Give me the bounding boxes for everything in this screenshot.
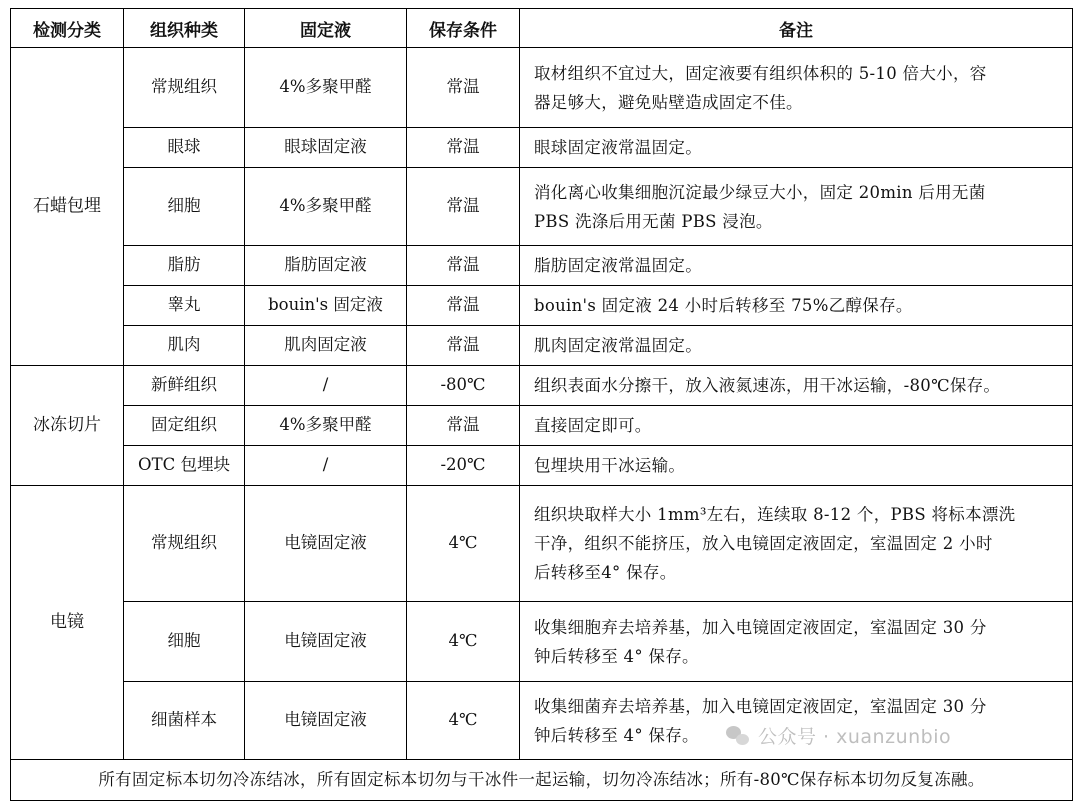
- header-category: 检测分类: [11, 9, 124, 48]
- note-line: 眼球固定液常温固定。: [534, 138, 702, 157]
- table-row: [11, 406, 1073, 446]
- specimen-table: [10, 8, 1073, 801]
- notes-cell: [520, 168, 1073, 246]
- notes-cell: [520, 246, 1073, 286]
- fixative-cell: 脂肪固定液: [245, 246, 407, 286]
- tissue-cell: 常规组织: [124, 486, 245, 602]
- table-row: [11, 48, 1073, 128]
- storage-cell: 4℃: [407, 486, 520, 602]
- header-tissue: 组织种类: [124, 9, 245, 48]
- tissue-cell: 细菌样本: [124, 682, 245, 760]
- notes-cell: [520, 406, 1073, 446]
- storage-cell: 常温: [407, 406, 520, 446]
- table-row: [11, 168, 1073, 246]
- watermark-text: 公众号 · xuanzunbio: [758, 726, 952, 748]
- tissue-cell: 常规组织: [124, 48, 245, 128]
- header-storage: 保存条件: [407, 9, 520, 48]
- table-row: [11, 286, 1073, 326]
- note-line: 钟后转移至 4° 保存。: [534, 725, 699, 745]
- header-notes: 备注: [520, 9, 1073, 48]
- fixative-cell: 肌肉固定液: [245, 326, 407, 366]
- note-line: bouin's 固定液 24 小时后转移至 75%乙醇保存。: [534, 296, 913, 315]
- note-line: 收集细菌弃去培养基，加入电镜固定液固定，室温固定 30 分: [534, 696, 987, 716]
- notes-cell: [520, 682, 1073, 760]
- note-line: 后转移至4° 保存。: [534, 563, 677, 582]
- storage-cell: 常温: [407, 246, 520, 286]
- storage-cell: 4℃: [407, 602, 520, 682]
- storage-cell: 常温: [407, 326, 520, 366]
- storage-cell: 常温: [407, 168, 520, 246]
- notes-cell: [520, 486, 1073, 602]
- footer-row: [11, 760, 1073, 801]
- note-line: 组织表面水分擦干，放入液氮速冻，用干冰运输，-80℃保存。: [534, 376, 1001, 395]
- tissue-cell: 细胞: [124, 168, 245, 246]
- fixative-cell: 4%多聚甲醛: [245, 406, 407, 446]
- storage-cell: -20℃: [407, 446, 520, 486]
- tissue-cell: 肌肉: [124, 326, 245, 366]
- fixative-cell: 电镜固定液: [245, 486, 407, 602]
- notes-cell: [520, 446, 1073, 486]
- note-line: 脂肪固定液常温固定。: [534, 256, 702, 275]
- storage-cell: 常温: [407, 286, 520, 326]
- table-row: [11, 446, 1073, 486]
- note-line: 取材组织不宜过大，固定液要有组织体积的 5-10 倍大小，容: [534, 63, 987, 83]
- note-line: 器足够大，避免贴壁造成固定不佳。: [534, 92, 803, 112]
- fixative-cell: 电镜固定液: [245, 602, 407, 682]
- note-line: 干净，组织不能挤压，放入电镜固定液固定，室温固定 2 小时: [534, 534, 993, 553]
- table-row: [11, 486, 1073, 602]
- fixative-cell: 4%多聚甲醛: [245, 168, 407, 246]
- footer-note: 所有固定标本切勿冷冻结冰，所有固定标本切勿与干冰件一起运输，切勿冷冻结冰；所有-80℃保存标本切勿反复冻融。: [11, 760, 1073, 801]
- category-cell: 电镜: [11, 486, 124, 760]
- note-line: PBS 洗涤后用无菌 PBS 浸泡。: [534, 211, 773, 231]
- note-line: 收集细胞弃去培养基，加入电镜固定液固定，室温固定 30 分: [534, 617, 987, 637]
- note-line: 钟后转移至 4° 保存。: [534, 646, 699, 666]
- table-row: [11, 602, 1073, 682]
- tissue-cell: 眼球: [124, 128, 245, 168]
- tissue-cell: 固定组织: [124, 406, 245, 446]
- fixative-cell: bouin's 固定液: [245, 286, 407, 326]
- table-row: [11, 128, 1073, 168]
- table-header-row: [11, 9, 1073, 48]
- note-line: 消化离心收集细胞沉淀最少绿豆大小，固定 20min 后用无菌: [534, 182, 986, 202]
- table-row: [11, 326, 1073, 366]
- fixative-cell: 电镜固定液: [245, 682, 407, 760]
- notes-cell: [520, 128, 1073, 168]
- table-row: [11, 246, 1073, 286]
- category-cell: 冰冻切片: [11, 366, 124, 486]
- tissue-cell: 睾丸: [124, 286, 245, 326]
- storage-cell: 常温: [407, 128, 520, 168]
- note-line: 肌肉固定液常温固定。: [534, 336, 702, 355]
- fixative-cell: 4%多聚甲醛: [245, 48, 407, 128]
- tissue-cell: 脂肪: [124, 246, 245, 286]
- tissue-cell: 细胞: [124, 602, 245, 682]
- note-line: 直接固定即可。: [534, 416, 652, 435]
- storage-cell: 常温: [407, 48, 520, 128]
- fixative-cell: 眼球固定液: [245, 128, 407, 168]
- fixative-cell: /: [245, 446, 407, 486]
- note-line: 包埋块用干冰运输。: [534, 456, 686, 475]
- notes-cell: [520, 48, 1073, 128]
- storage-cell: 4℃: [407, 682, 520, 760]
- tissue-cell: 新鲜组织: [124, 366, 245, 406]
- table-row: [11, 366, 1073, 406]
- fixative-cell: /: [245, 366, 407, 406]
- table-row: [11, 682, 1073, 760]
- note-line: 组织块取样大小 1mm³左右，连续取 8-12 个，PBS 将标本漂洗: [534, 505, 1016, 524]
- table-body: [11, 48, 1073, 801]
- notes-cell: [520, 326, 1073, 366]
- category-cell: 石蜡包埋: [11, 48, 124, 366]
- storage-cell: -80℃: [407, 366, 520, 406]
- notes-cell: [520, 602, 1073, 682]
- header-fixative: 固定液: [245, 9, 407, 48]
- notes-cell: [520, 366, 1073, 406]
- tissue-cell: OTC 包埋块: [124, 446, 245, 486]
- notes-cell: [520, 286, 1073, 326]
